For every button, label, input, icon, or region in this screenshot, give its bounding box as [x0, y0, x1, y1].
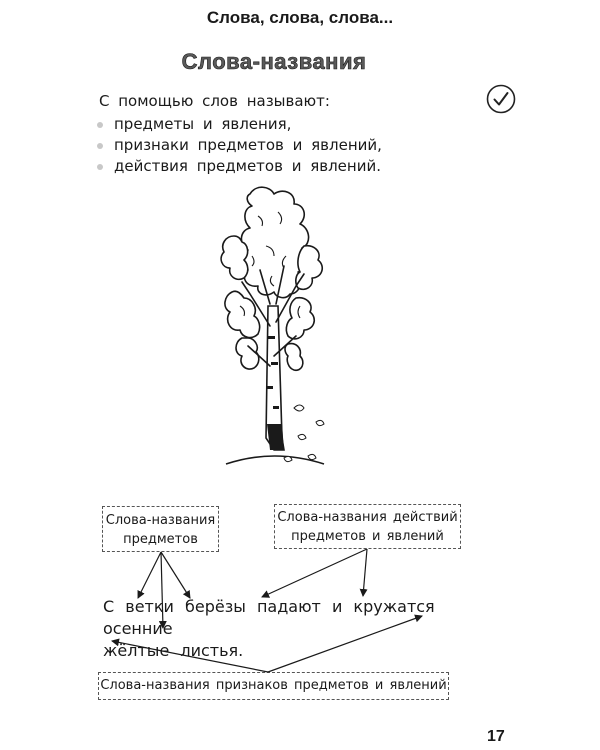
- arrow-to-beryozy: [161, 552, 190, 598]
- example-sentence-line1: С ветки берёзы падают и кружатся осенние: [103, 597, 435, 638]
- bullet-icon: [97, 122, 103, 128]
- arrow-to-vetki: [138, 552, 161, 598]
- bullet-icon: [97, 143, 103, 149]
- page-header: Слова, слова, слова...: [206, 8, 394, 27]
- list-item: [97, 114, 382, 135]
- box-action-words-line1: Слова-названия действий: [277, 510, 458, 525]
- arrow-to-kruzhatsya: [363, 549, 367, 596]
- arrow-to-padayut: [262, 549, 367, 597]
- box-object-words-line1: Слова-названия: [105, 513, 216, 528]
- list-item: [97, 156, 382, 177]
- example-sentence-line2: жёлтые листья.: [103, 641, 244, 660]
- list-item-text: признаки предметов и явлений,: [114, 136, 382, 154]
- intro-text: С помощью слов называют:: [99, 92, 330, 110]
- birch-tree-illustration: [212, 186, 337, 468]
- check-circle-icon: [486, 84, 516, 114]
- box-action-words: [274, 504, 461, 549]
- list-item-text: действия предметов и явлений.: [114, 157, 381, 175]
- box-action-words-line2: предметов и явлений: [291, 529, 444, 544]
- list-item-text: предметы и явления,: [114, 115, 292, 133]
- section-title: Слова-названия: [181, 49, 367, 74]
- list-item: [97, 135, 382, 156]
- box-object-words: [102, 506, 219, 552]
- box-object-words-line2: предметов: [123, 532, 198, 547]
- example-sentence: [103, 596, 483, 662]
- page-number: 17: [487, 728, 505, 745]
- box-attribute-words: Слова-названия признаков предметов и явлений: [98, 672, 449, 700]
- bullet-list: [97, 114, 382, 177]
- bullet-icon: [97, 164, 103, 170]
